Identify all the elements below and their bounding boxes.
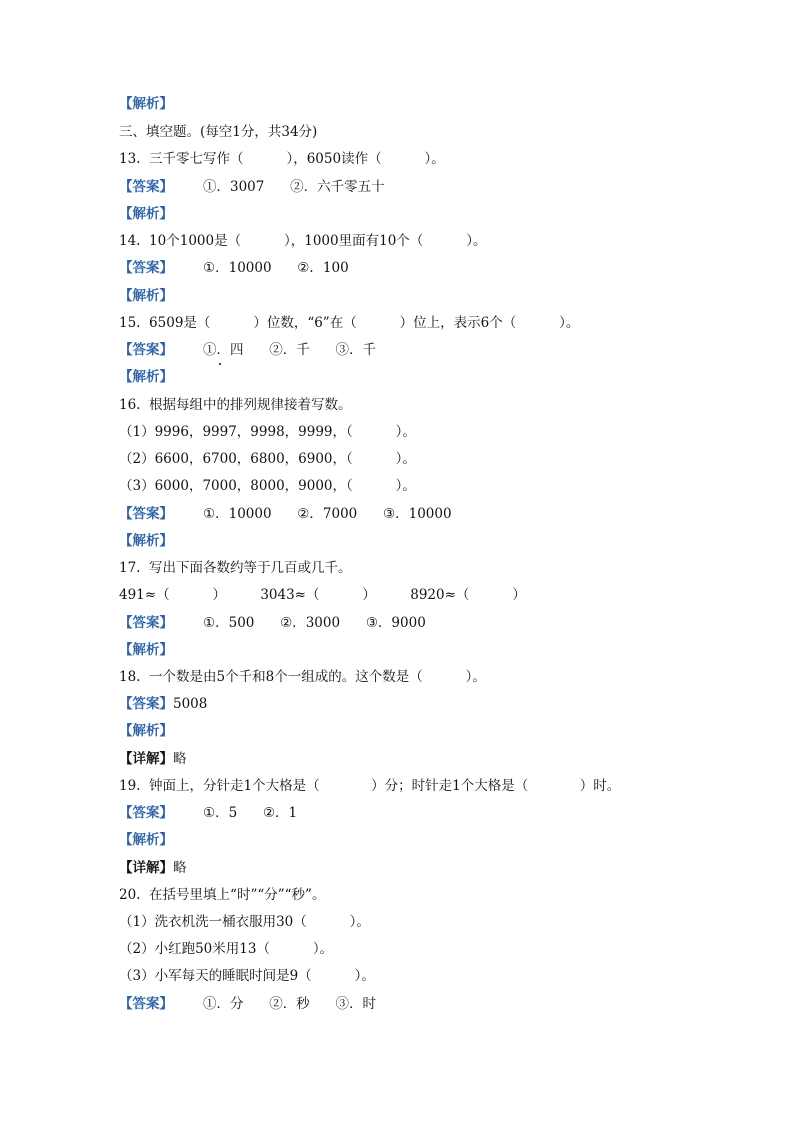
question-17-items: 491≈（ ） 3043≈（ ） 8920≈（ ） bbox=[119, 587, 526, 603]
detail-18: 【详解】略 bbox=[119, 751, 187, 767]
question-17: 17. 写出下面各数约等于几百或几千。 bbox=[119, 560, 352, 576]
question-20-part-3: （3）小军每天的睡眠时间是9（ ）。 bbox=[119, 968, 375, 984]
answer-19: 【答案】 ①．5 ②．1 bbox=[119, 805, 298, 821]
answer-15: 【答案】 ①．四 ②．千 ③．千 bbox=[119, 342, 376, 358]
question-16-part-2: （2）6600，6700，6800，6900，（ ）。 bbox=[119, 451, 416, 467]
analysis-19: 【解析】 bbox=[119, 832, 173, 848]
question-20-part-2: （2）小红跑50米用13（ ）。 bbox=[119, 941, 334, 957]
question-13: 13. 三千零七写作（ ），6050读作（ ）。 bbox=[119, 151, 445, 167]
question-16: 16. 根据每组中的排列规律接着写数。 bbox=[119, 397, 352, 413]
question-18: 18. 一个数是由5个千和8个一组成的。这个数是（ ）。 bbox=[119, 669, 486, 685]
analysis-18: 【解析】 bbox=[119, 723, 173, 739]
question-20: 20. 在括号里填上“时”“分”“秒”。 bbox=[119, 887, 326, 903]
answer-13: 【答案】 ①．3007 ②．六千零五十 bbox=[119, 179, 385, 195]
question-15: 15. 6509是（ ）位数，“6”在（ ）位上，表示6个（ ）。 bbox=[119, 315, 580, 331]
analysis-13: 【解析】 bbox=[119, 206, 173, 222]
question-16-part-1: （1）9996，9997，9998，9999，（ ）。 bbox=[119, 424, 416, 440]
analysis-14: 【解析】 bbox=[119, 288, 173, 304]
analysis-label: 【解析】 bbox=[119, 96, 173, 112]
analysis-17: 【解析】 bbox=[119, 642, 173, 658]
question-19: 19. 钟面上，分针走1个大格是（ ）分；时针走1个大格是（ ）时。 bbox=[119, 778, 621, 794]
question-16-part-3: （3）6000，7000，8000，9000，（ ）。 bbox=[119, 478, 416, 494]
section-title: 三、填空题。(每空1分，共34分) bbox=[119, 124, 318, 140]
answer-20: 【答案】 ①．分 ②．秒 ③．时 bbox=[119, 996, 376, 1012]
answer-14: 【答案】 ①．10000 ②．100 bbox=[119, 260, 349, 276]
analysis-15: 【解析】 bbox=[119, 369, 173, 385]
answer-16: 【答案】 ①．10000 ②．7000 ③．10000 bbox=[119, 506, 452, 522]
emphasis-dot bbox=[219, 363, 221, 365]
detail-19: 【详解】略 bbox=[119, 860, 187, 876]
analysis-16: 【解析】 bbox=[119, 533, 173, 549]
answer-18: 【答案】5008 bbox=[119, 696, 208, 712]
question-20-part-1: （1）洗衣机洗一桶衣服用30（ ）。 bbox=[119, 914, 370, 930]
question-14: 14. 10个1000是（ ），1000里面有10个（ ）。 bbox=[119, 233, 487, 249]
answer-17: 【答案】 ①．500 ②．3000 ③．9000 bbox=[119, 615, 426, 631]
